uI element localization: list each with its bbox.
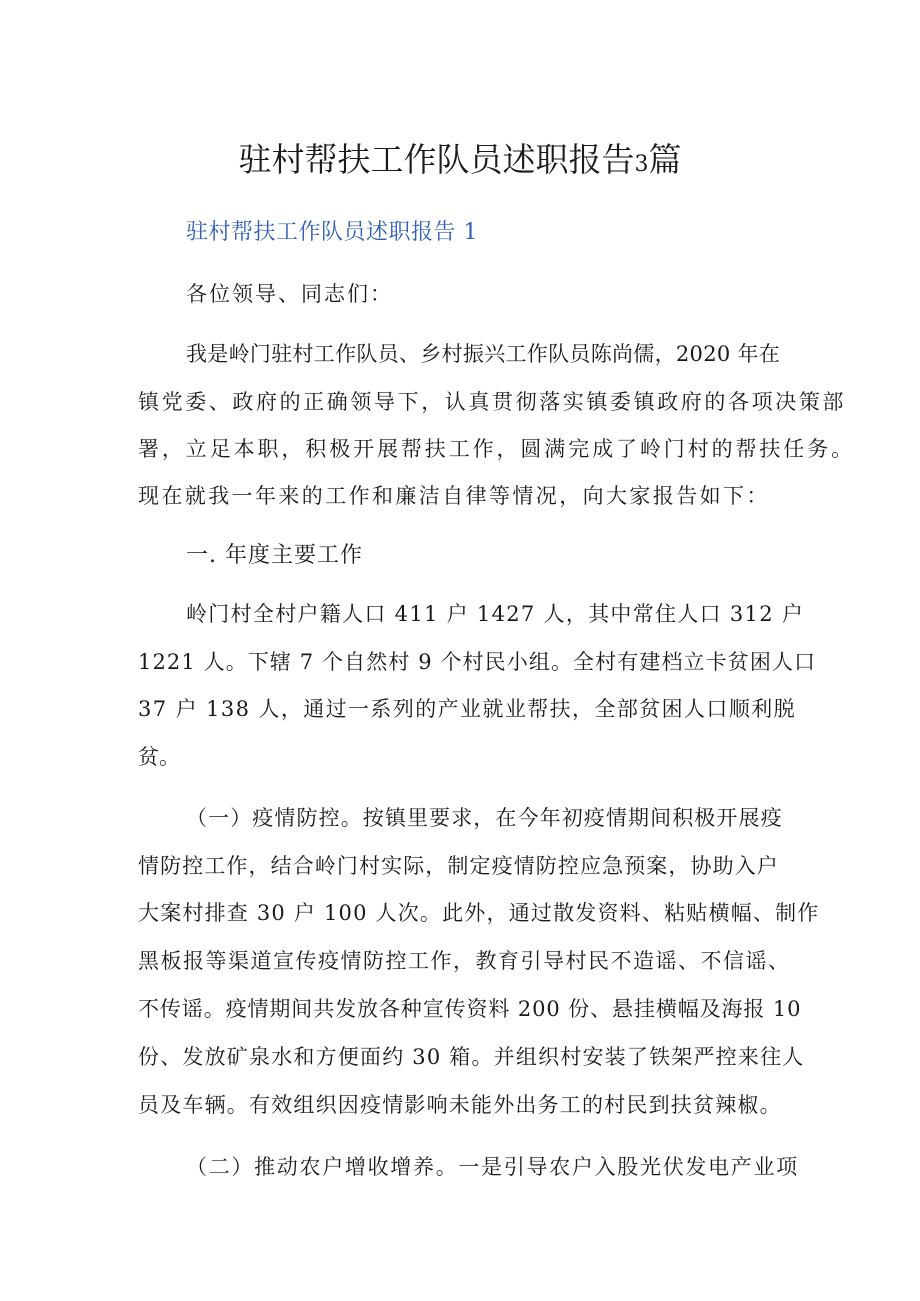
section-heading: 一. 年度主要工作 xyxy=(186,543,363,568)
section1-line: 37 户 138 人，通过一系列的产业就业帮扶，全部贫困人口顺利脱 xyxy=(138,697,797,721)
report-subtitle: 驻村帮扶工作队员述职报告 1 xyxy=(186,220,478,245)
title-end: 篇 xyxy=(648,140,682,179)
item2-line: （二）推动农户增收增养。一是引导农户入股光伏发电产业项 xyxy=(186,1155,799,1179)
section1-line: 贫。 xyxy=(138,745,180,769)
title-main: 驻村帮扶工作队员述职报告 xyxy=(238,140,635,179)
document-title xyxy=(0,138,920,187)
intro-line: 我是岭门驻村工作队员、乡村振兴工作队员陈尚儒，2020 年在 xyxy=(186,342,781,366)
item1-line: 员及车辆。有效组织因疫情影响未能外出务工的村民到扶贫辣椒。 xyxy=(138,1093,782,1117)
item1-line: 黑板报等渠道宣传疫情防控工作，教育引导村民不造谣、不信谣、 xyxy=(138,949,791,973)
item1-line: 情防控工作，结合岭门村实际，制定疫情防控应急预案，协助入户 xyxy=(138,854,779,878)
intro-line: 现在就我一年来的工作和廉洁自律等情况，向大家报告如下： xyxy=(138,484,770,508)
item1-line: 份、发放矿泉水和方便面约 30 箱。并组织村安装了铁架严控来往人 xyxy=(138,1045,805,1069)
section1-line: 1221 人。下辖 7 个自然村 9 个村民小组。全村有建档立卡贫困人口 xyxy=(138,650,817,674)
intro-line: 署，立足本职，积极开展帮扶工作，圆满完成了岭门村的帮扶任务。 xyxy=(138,437,855,461)
greeting: 各位领导、同志们： xyxy=(186,282,393,306)
item1-line: （一）疫情防控。按镇里要求，在今年初疫情期间积极开展疫 xyxy=(186,806,783,830)
section1-line: 岭门村全村户籍人口 411 户 1427 人，其中常住人口 312 户 xyxy=(186,602,805,626)
item1-line: 不传谣。疫情期间共发放各种宣传资料 200 份、悬挂横幅及海报 10 xyxy=(138,997,802,1021)
item1-line: 大案村排查 30 户 100 人次。此外，通过散发资料、粘贴横幅、制作 xyxy=(138,901,820,925)
intro-line: 镇党委、政府的正确领导下，认真贯彻落实镇委镇政府的各项决策部 xyxy=(138,390,846,414)
title-number: 3 xyxy=(634,152,649,177)
